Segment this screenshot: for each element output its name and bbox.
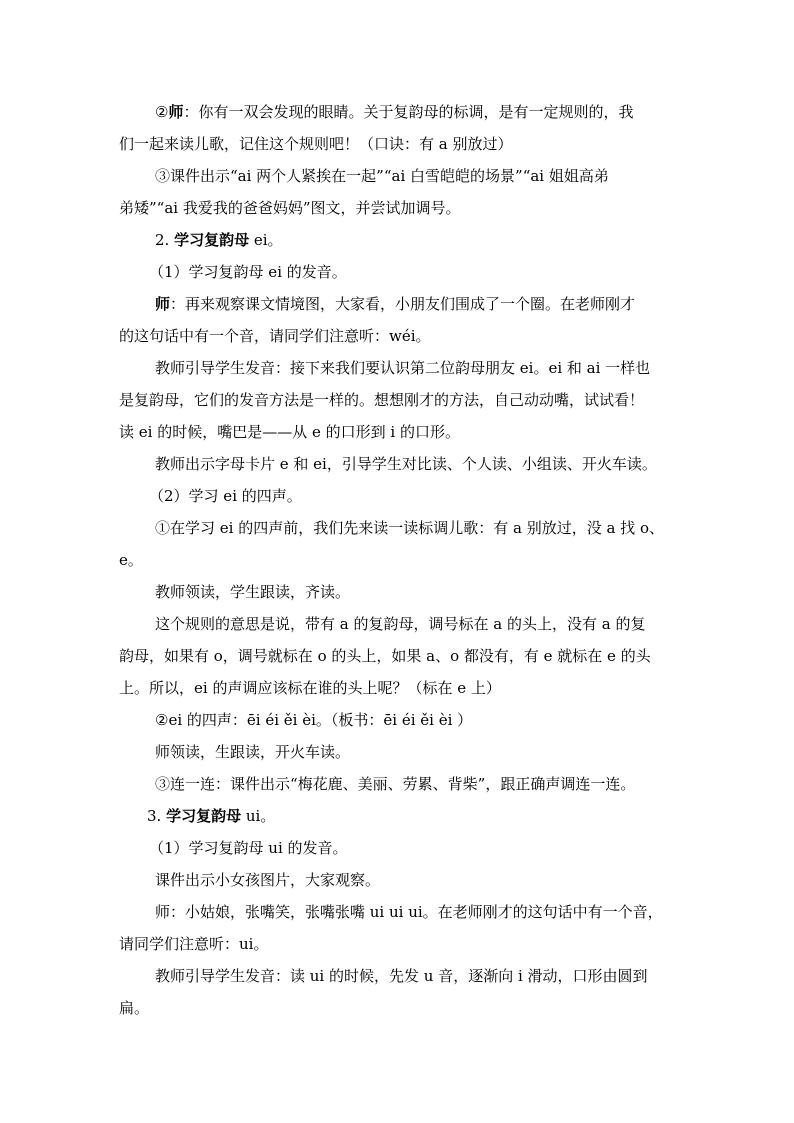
section-heading	[119, 800, 675, 832]
paragraph-line: 扁。	[119, 999, 150, 1017]
section-title-suffix: ui。	[241, 807, 276, 825]
paragraph-line: 教师出示字母卡片 e 和 ei，引导学生对比读、个人读、小组读、开火车读。	[155, 455, 657, 473]
paragraph-line: 请同学们注意听：ui。	[119, 935, 269, 953]
paragraph-line: （1）学习复韵母 ui 的发音。	[149, 839, 348, 857]
paragraph-line: 上。所以，ei 的声调应该标在谁的头上呢？（标在 e 上）	[119, 679, 501, 697]
line-text: ②	[155, 103, 169, 121]
paragraph-line: 们一起来读儿歌，记住这个规则吧！（口诀：有 a 别放过）	[119, 135, 513, 153]
line-text: ：你有一双会发现的眼睛。关于复韵母的标调，是有一定规则的，我	[183, 103, 634, 121]
paragraph-line: 读 ei 的时候，嘴巴是——从 e 的口形到 i 的口形。	[119, 423, 460, 441]
paragraph-line: 师领读，生跟读，开火车读。	[155, 743, 351, 761]
paragraph-line: 教师引导学生发音：接下来我们要认识第二位韵母朋友 ei。ei 和 ai 一样也	[155, 359, 651, 377]
speaker-label: 师	[155, 295, 171, 313]
paragraph-line: （1）学习复韵母 ei 的发音。	[149, 263, 347, 281]
paragraph-line: e。	[119, 551, 143, 569]
section-title: 学习复韵母	[166, 807, 242, 825]
line-text: ：再来观察课文情境图，大家看，小朋友们围成了一个圈。在老师刚才	[170, 295, 636, 313]
paragraph-line: ③连一连：课件出示“梅花鹿、美丽、劳累、背柴”，跟正确声调连一连。	[155, 775, 636, 793]
paragraph-line: ③课件出示“ai 两个人紧挨在一起”“ai 白雪皑皑的场景”“ai 姐姐高弟	[155, 167, 609, 185]
paragraph-line: 课件出示小女孩图片，大家观察。	[155, 871, 381, 889]
paragraph-line	[119, 96, 675, 128]
paragraph-line: 的这句话中有一个音，请同学们注意听：wéi。	[119, 327, 431, 345]
paragraph-line: 教师领读，学生跟读，齐读。	[155, 583, 351, 601]
paragraph-line: （2）学习 ei 的四声。	[149, 487, 302, 505]
paragraph-line: 师：小姑娘，张嘴笑，张嘴张嘴 ui ui ui。在老师刚才的这句话中有一个音，	[155, 903, 663, 921]
paragraph-line: 教师引导学生发音：读 ui 的时候，先发 u 音，逐渐向 i 滑动，口形由圆到	[155, 967, 648, 985]
paragraph-line	[119, 288, 675, 320]
speaker-label: 师	[168, 103, 184, 121]
section-title: 学习复韵母	[174, 231, 250, 249]
paragraph-line: 是复韵母，它们的发音方法是一样的。想想刚才的方法，自己动动嘴，试试看！	[119, 391, 645, 409]
section-heading	[119, 224, 675, 256]
paragraph-line: 弟矮”“ai 我爱我的爸爸妈妈”图文，并尝试加调号。	[119, 199, 461, 217]
paragraph-line: ①在学习 ei 的四声前，我们先来读一读标调儿歌：有 a 别放过，没 a 找 o、	[155, 519, 664, 537]
section-title-suffix: ei。	[249, 231, 283, 249]
section-number: 3.	[147, 807, 162, 825]
paragraph-line: 韵母，如果有 o，调号就标在 o 的头上，如果 a、o 都没有，有 e 就标在 e 的头	[119, 647, 651, 665]
section-number: 2.	[155, 231, 170, 249]
paragraph-line: 这个规则的意思是说，带有 a 的复韵母，调号标在 a 的头上，没有 a 的复	[155, 615, 646, 633]
paragraph-line: ②ei 的四声：ēi éi ěi èi。（板书：ēi éi ěi èi ）	[155, 711, 473, 729]
